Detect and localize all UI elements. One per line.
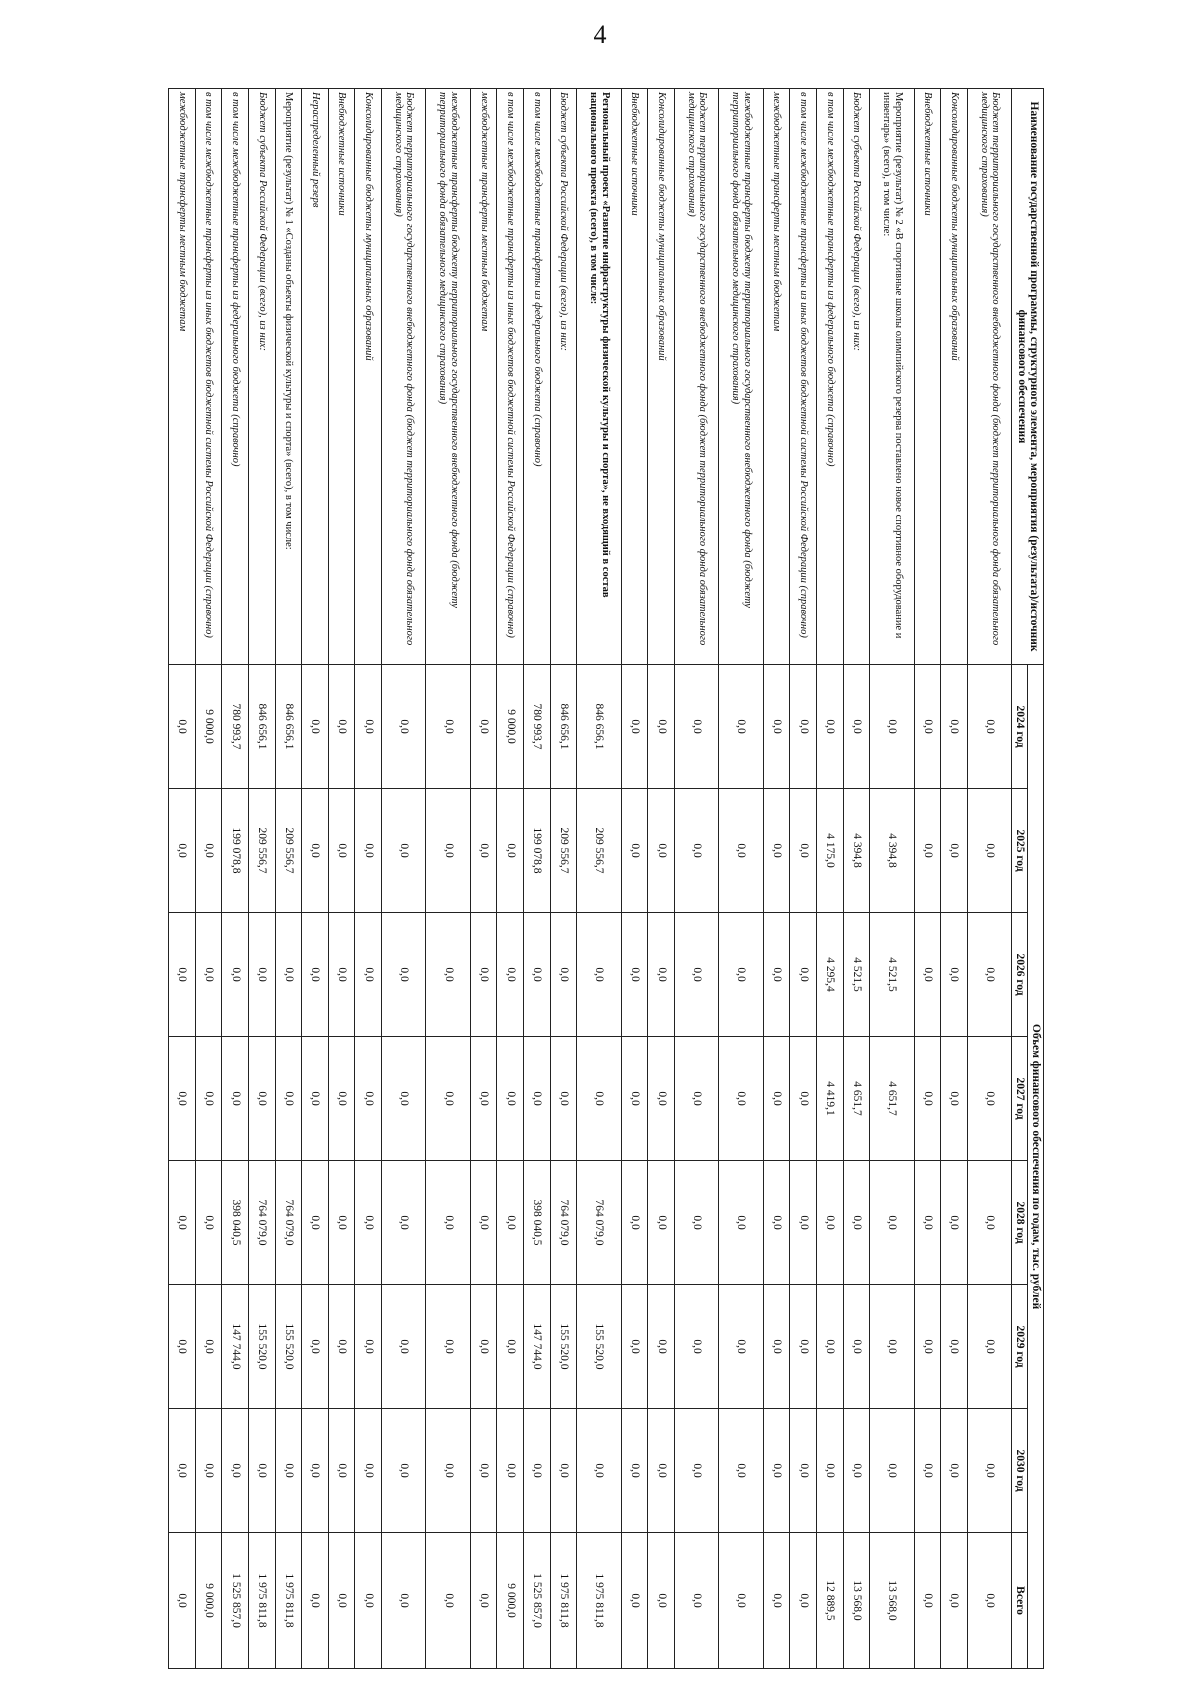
row-value-cell: 0,0 <box>470 1161 497 1285</box>
row-value-cell: 764 079,0 <box>275 1161 302 1285</box>
row-value-cell: 0,0 <box>497 1409 524 1533</box>
row-total-cell: 1 975 811,8 <box>248 1533 275 1669</box>
row-value-cell: 0,0 <box>169 913 196 1037</box>
row-label: Бюджет территориального государственного внебюджетного фонда (бюджет территориального фонда обязательного медицинского страхования) <box>674 89 718 665</box>
row-value-cell: 0,0 <box>763 1161 790 1285</box>
table-row <box>302 89 329 1669</box>
row-label: Бюджет территориального государственного внебюджетного фонда (бюджет территориального фонда обязательного медицинского страхования) <box>381 89 425 665</box>
row-value-cell: 0,0 <box>169 665 196 789</box>
row-value-cell: 0,0 <box>169 1285 196 1409</box>
row-value-cell: 0,0 <box>816 1285 843 1409</box>
row-value-cell: 0,0 <box>381 789 425 913</box>
row-value-cell: 0,0 <box>719 1409 763 1533</box>
row-value-cell: 0,0 <box>621 665 648 789</box>
row-label: Консолидированные бюджеты муниципальных образований <box>355 89 382 665</box>
row-value-cell: 0,0 <box>328 913 355 1037</box>
row-value-cell: 780 993,7 <box>222 665 249 789</box>
row-total-cell: 1 525 857,0 <box>222 1533 249 1669</box>
row-value-cell: 0,0 <box>222 913 249 1037</box>
row-label: Бюджет субъекта Российской Федерации (всего), из них: <box>248 89 275 665</box>
header-year: 2024 год <box>1012 665 1028 789</box>
table-row <box>470 89 497 1669</box>
row-value-cell: 0,0 <box>790 665 817 789</box>
row-value-cell: 4 175,0 <box>816 789 843 913</box>
row-value-cell: 0,0 <box>169 789 196 913</box>
header-year: 2027 год <box>1012 1037 1028 1161</box>
table-body <box>169 89 1012 1669</box>
row-value-cell: 398 040,5 <box>222 1161 249 1285</box>
row-value-cell: 0,0 <box>248 913 275 1037</box>
table-row <box>381 89 425 1669</box>
row-value-cell: 0,0 <box>470 789 497 913</box>
row-value-cell: 0,0 <box>674 913 718 1037</box>
row-total-cell: 0,0 <box>763 1533 790 1669</box>
row-value-cell: 0,0 <box>941 1161 968 1285</box>
row-value-cell: 0,0 <box>355 1161 382 1285</box>
row-value-cell: 0,0 <box>941 1285 968 1409</box>
row-value-cell: 0,0 <box>870 1285 914 1409</box>
row-value-cell: 0,0 <box>328 1285 355 1409</box>
row-value-cell: 0,0 <box>967 1409 1011 1533</box>
row-total-cell: 0,0 <box>648 1533 675 1669</box>
row-value-cell: 4 651,7 <box>843 1037 870 1161</box>
table-row <box>275 89 302 1669</box>
rotated-table-wrapper <box>168 88 1044 1668</box>
row-total-cell: 1 975 811,8 <box>550 1533 577 1669</box>
row-value-cell: 0,0 <box>914 665 941 789</box>
row-value-cell: 155 520,0 <box>248 1285 275 1409</box>
table-row <box>967 89 1011 1669</box>
row-value-cell: 0,0 <box>674 1409 718 1533</box>
row-label: Мероприятие (результат) № 1 «Созданы объекты физической культуры и спорта» (всего), в том числе: <box>275 89 302 665</box>
table-row <box>941 89 968 1669</box>
row-value-cell: 0,0 <box>328 1037 355 1161</box>
row-value-cell: 0,0 <box>355 913 382 1037</box>
table-row <box>870 89 914 1669</box>
header-name-column: Наименование государственной программы, структурного элемента, мероприятия (результата)/источник финансового обеспечения <box>1012 89 1044 665</box>
row-value-cell: 4 651,7 <box>870 1037 914 1161</box>
row-value-cell: 209 556,7 <box>550 789 577 913</box>
row-value-cell: 0,0 <box>719 1161 763 1285</box>
row-value-cell: 0,0 <box>941 665 968 789</box>
row-value-cell: 0,0 <box>914 1161 941 1285</box>
row-value-cell: 0,0 <box>621 1037 648 1161</box>
row-value-cell: 0,0 <box>648 789 675 913</box>
row-total-cell: 0,0 <box>328 1533 355 1669</box>
row-value-cell: 0,0 <box>524 1409 551 1533</box>
row-value-cell: 155 520,0 <box>577 1285 621 1409</box>
row-value-cell: 0,0 <box>763 913 790 1037</box>
row-value-cell: 0,0 <box>941 789 968 913</box>
row-value-cell: 0,0 <box>222 1037 249 1161</box>
table-row <box>843 89 870 1669</box>
row-value-cell: 0,0 <box>621 913 648 1037</box>
header-year: 2030 год <box>1012 1409 1028 1533</box>
row-value-cell: 846 656,1 <box>248 665 275 789</box>
row-value-cell: 0,0 <box>328 1161 355 1285</box>
row-value-cell: 0,0 <box>497 1037 524 1161</box>
table-row <box>550 89 577 1669</box>
row-total-cell: 0,0 <box>169 1533 196 1669</box>
row-value-cell: 0,0 <box>470 1037 497 1161</box>
row-total-cell: 12 889,5 <box>816 1533 843 1669</box>
row-value-cell: 0,0 <box>470 1285 497 1409</box>
row-total-cell: 0,0 <box>790 1533 817 1669</box>
row-value-cell: 0,0 <box>914 1037 941 1161</box>
row-value-cell: 0,0 <box>550 1409 577 1533</box>
row-value-cell: 0,0 <box>763 789 790 913</box>
header-year: 2029 год <box>1012 1285 1028 1409</box>
row-value-cell: 0,0 <box>470 1409 497 1533</box>
row-value-cell: 0,0 <box>816 1409 843 1533</box>
row-label: Бюджет субъекта Российской Федерации (всего), из них: <box>843 89 870 665</box>
row-value-cell: 9 000,0 <box>497 665 524 789</box>
row-value-cell: 0,0 <box>302 913 329 1037</box>
row-value-cell: 0,0 <box>674 665 718 789</box>
row-value-cell: 0,0 <box>719 1285 763 1409</box>
row-value-cell: 0,0 <box>621 789 648 913</box>
row-value-cell: 0,0 <box>621 1285 648 1409</box>
row-value-cell: 4 394,8 <box>843 789 870 913</box>
row-value-cell: 9 000,0 <box>195 665 222 789</box>
row-value-cell: 0,0 <box>719 789 763 913</box>
row-total-cell: 13 568,0 <box>843 1533 870 1669</box>
row-value-cell: 0,0 <box>967 1161 1011 1285</box>
row-value-cell: 0,0 <box>497 789 524 913</box>
table-row <box>816 89 843 1669</box>
row-value-cell: 0,0 <box>790 1037 817 1161</box>
row-label: в том числе межбюджетные трансферты из федерального бюджета (справочно) <box>816 89 843 665</box>
row-value-cell: 0,0 <box>674 1285 718 1409</box>
row-label: в том числе межбюджетные трансферты из федерального бюджета (справочно) <box>222 89 249 665</box>
row-label: межбюджетные трансферты местным бюджетам <box>763 89 790 665</box>
row-total-cell: 0,0 <box>719 1533 763 1669</box>
table-row <box>222 89 249 1669</box>
row-value-cell: 0,0 <box>719 665 763 789</box>
row-value-cell: 0,0 <box>941 913 968 1037</box>
table-row <box>914 89 941 1669</box>
row-total-cell: 0,0 <box>470 1533 497 1669</box>
row-value-cell: 4 521,5 <box>843 913 870 1037</box>
row-value-cell: 199 078,8 <box>524 789 551 913</box>
row-value-cell: 0,0 <box>302 789 329 913</box>
row-value-cell: 780 993,7 <box>524 665 551 789</box>
row-label: Бюджет территориального государственного внебюджетного фонда (бюджет территориального фонда обязательного медицинского страхования) <box>967 89 1011 665</box>
row-value-cell: 846 656,1 <box>550 665 577 789</box>
row-label: в том числе межбюджетные трансферты из иных бюджетов бюджетной системы Российской Федерации (справочно) <box>497 89 524 665</box>
table-row <box>426 89 470 1669</box>
row-value-cell: 0,0 <box>674 1161 718 1285</box>
row-value-cell: 0,0 <box>674 789 718 913</box>
row-label: в том числе межбюджетные трансферты из иных бюджетов бюджетной системы Российской Федерации (справочно) <box>195 89 222 665</box>
row-value-cell: 0,0 <box>355 1285 382 1409</box>
row-value-cell: 0,0 <box>302 665 329 789</box>
row-value-cell: 0,0 <box>381 1037 425 1161</box>
row-value-cell: 4 394,8 <box>870 789 914 913</box>
table-row <box>648 89 675 1669</box>
row-value-cell: 0,0 <box>648 1285 675 1409</box>
row-value-cell: 398 040,5 <box>524 1161 551 1285</box>
row-value-cell: 0,0 <box>550 913 577 1037</box>
table-row <box>328 89 355 1669</box>
row-value-cell: 0,0 <box>941 1037 968 1161</box>
row-value-cell: 199 078,8 <box>222 789 249 913</box>
row-value-cell: 0,0 <box>248 1037 275 1161</box>
row-value-cell: 0,0 <box>222 1409 249 1533</box>
row-value-cell: 0,0 <box>381 913 425 1037</box>
row-label: Внебюджетные источники <box>328 89 355 665</box>
row-total-cell: 0,0 <box>381 1533 425 1669</box>
row-value-cell: 0,0 <box>763 1285 790 1409</box>
row-value-cell: 764 079,0 <box>550 1161 577 1285</box>
row-value-cell: 0,0 <box>426 1161 470 1285</box>
row-value-cell: 0,0 <box>355 665 382 789</box>
row-label: в том числе межбюджетные трансферты из иных бюджетов бюджетной системы Российской Федерации (справочно) <box>790 89 817 665</box>
row-value-cell: 764 079,0 <box>577 1161 621 1285</box>
row-value-cell: 0,0 <box>381 665 425 789</box>
row-total-cell: 0,0 <box>355 1533 382 1669</box>
header-total: Всего <box>1012 1533 1028 1669</box>
table-row <box>621 89 648 1669</box>
row-value-cell: 147 744,0 <box>222 1285 249 1409</box>
row-value-cell: 0,0 <box>275 1409 302 1533</box>
row-value-cell: 0,0 <box>914 913 941 1037</box>
row-value-cell: 0,0 <box>381 1285 425 1409</box>
row-value-cell: 0,0 <box>577 1037 621 1161</box>
row-label: межбюджетные трансферты бюджету территориального государственного внебюджетного фонда (бюджету территориального фонда обязательного медицинского страхования) <box>426 89 470 665</box>
row-value-cell: 209 556,7 <box>275 789 302 913</box>
row-value-cell: 0,0 <box>648 1161 675 1285</box>
row-value-cell: 4 521,5 <box>870 913 914 1037</box>
row-value-cell: 0,0 <box>843 1161 870 1285</box>
row-value-cell: 0,0 <box>790 1161 817 1285</box>
row-value-cell: 0,0 <box>790 913 817 1037</box>
row-value-cell: 0,0 <box>169 1409 196 1533</box>
row-value-cell: 0,0 <box>195 1037 222 1161</box>
row-label: в том числе межбюджетные трансферты из федерального бюджета (справочно) <box>524 89 551 665</box>
table-row <box>195 89 222 1669</box>
table-row <box>248 89 275 1669</box>
row-value-cell: 0,0 <box>381 1161 425 1285</box>
row-value-cell: 0,0 <box>621 1161 648 1285</box>
row-value-cell: 155 520,0 <box>275 1285 302 1409</box>
row-value-cell: 4 419,1 <box>816 1037 843 1161</box>
row-value-cell: 4 295,4 <box>816 913 843 1037</box>
row-value-cell: 0,0 <box>381 1409 425 1533</box>
row-total-cell: 9 000,0 <box>497 1533 524 1669</box>
row-value-cell: 0,0 <box>426 1285 470 1409</box>
row-value-cell: 0,0 <box>621 1409 648 1533</box>
row-value-cell: 0,0 <box>941 1409 968 1533</box>
row-total-cell: 0,0 <box>674 1533 718 1669</box>
row-value-cell: 0,0 <box>914 1285 941 1409</box>
row-total-cell: 1 525 857,0 <box>524 1533 551 1669</box>
header-year: 2025 год <box>1012 789 1028 913</box>
row-value-cell: 0,0 <box>719 913 763 1037</box>
row-value-cell: 0,0 <box>648 913 675 1037</box>
row-value-cell: 0,0 <box>302 1285 329 1409</box>
row-value-cell: 0,0 <box>355 1037 382 1161</box>
table-row <box>169 89 196 1669</box>
row-value-cell: 0,0 <box>426 789 470 913</box>
table-row <box>577 89 621 1669</box>
row-value-cell: 0,0 <box>426 1409 470 1533</box>
row-value-cell: 0,0 <box>328 789 355 913</box>
row-value-cell: 0,0 <box>870 1409 914 1533</box>
row-value-cell: 0,0 <box>790 1285 817 1409</box>
row-value-cell: 0,0 <box>470 913 497 1037</box>
row-value-cell: 0,0 <box>763 1037 790 1161</box>
row-value-cell: 0,0 <box>577 1409 621 1533</box>
row-value-cell: 0,0 <box>967 789 1011 913</box>
table-row <box>497 89 524 1669</box>
row-value-cell: 0,0 <box>914 1409 941 1533</box>
row-value-cell: 0,0 <box>426 913 470 1037</box>
row-value-cell: 0,0 <box>524 913 551 1037</box>
row-total-cell: 1 975 811,8 <box>577 1533 621 1669</box>
row-value-cell: 846 656,1 <box>577 665 621 789</box>
row-value-cell: 0,0 <box>843 1285 870 1409</box>
table-row <box>355 89 382 1669</box>
row-label: межбюджетные трансферты местным бюджетам <box>169 89 196 665</box>
row-value-cell: 0,0 <box>816 665 843 789</box>
table-row <box>674 89 718 1669</box>
row-label: Консолидированные бюджеты муниципальных образований <box>648 89 675 665</box>
row-value-cell: 0,0 <box>195 1161 222 1285</box>
row-value-cell: 0,0 <box>648 1409 675 1533</box>
row-value-cell: 155 520,0 <box>550 1285 577 1409</box>
row-label: межбюджетные трансферты местным бюджетам <box>470 89 497 665</box>
row-value-cell: 0,0 <box>275 1037 302 1161</box>
row-label: Консолидированные бюджеты муниципальных образований <box>941 89 968 665</box>
page-number: 4 <box>593 20 607 49</box>
row-value-cell: 764 079,0 <box>248 1161 275 1285</box>
row-value-cell: 0,0 <box>426 1037 470 1161</box>
row-value-cell: 0,0 <box>169 1161 196 1285</box>
row-value-cell: 0,0 <box>719 1037 763 1161</box>
row-value-cell: 0,0 <box>577 913 621 1037</box>
header-year: 2028 год <box>1012 1161 1028 1285</box>
row-value-cell: 147 744,0 <box>524 1285 551 1409</box>
row-label: межбюджетные трансферты бюджету территориального государственного внебюджетного фонда (бюджету территориального фонда обязательного медицинского страхования) <box>719 89 763 665</box>
row-value-cell: 0,0 <box>967 1037 1011 1161</box>
row-label: Бюджет субъекта Российской Федерации (всего), из них: <box>550 89 577 665</box>
row-total-cell: 0,0 <box>967 1533 1011 1669</box>
table-row <box>524 89 551 1669</box>
row-total-cell: 9 000,0 <box>195 1533 222 1669</box>
row-value-cell: 0,0 <box>967 665 1011 789</box>
row-value-cell: 0,0 <box>790 1409 817 1533</box>
row-label: Мероприятие (результат) № 2 «В спортивные школы олимпийского резерва поставлено новое спортивное оборудование и инвентарь» (всего), в том числе: <box>870 89 914 665</box>
row-total-cell: 13 568,0 <box>870 1533 914 1669</box>
row-value-cell: 0,0 <box>328 665 355 789</box>
row-value-cell: 0,0 <box>195 913 222 1037</box>
row-value-cell: 846 656,1 <box>275 665 302 789</box>
row-value-cell: 0,0 <box>816 1161 843 1285</box>
row-value-cell: 0,0 <box>426 665 470 789</box>
row-value-cell: 0,0 <box>550 1037 577 1161</box>
row-value-cell: 0,0 <box>763 665 790 789</box>
row-label: Региональный проект «Развитие инфраструктуры физической культуры и спорта», не входящий в состав национального проекта (всего), в том числе: <box>577 89 621 665</box>
row-value-cell: 0,0 <box>967 913 1011 1037</box>
row-value-cell: 0,0 <box>248 1409 275 1533</box>
row-value-cell: 0,0 <box>648 665 675 789</box>
row-value-cell: 209 556,7 <box>248 789 275 913</box>
row-total-cell: 0,0 <box>941 1533 968 1669</box>
row-total-cell: 0,0 <box>302 1533 329 1669</box>
row-value-cell: 0,0 <box>674 1037 718 1161</box>
row-value-cell: 0,0 <box>648 1037 675 1161</box>
row-value-cell: 0,0 <box>790 789 817 913</box>
header-year: 2026 год <box>1012 913 1028 1037</box>
row-value-cell: 0,0 <box>355 1409 382 1533</box>
row-value-cell: 0,0 <box>870 1161 914 1285</box>
row-label: Нераспределенный резерв <box>302 89 329 665</box>
row-total-cell: 0,0 <box>426 1533 470 1669</box>
row-value-cell: 0,0 <box>302 1409 329 1533</box>
row-value-cell: 0,0 <box>914 789 941 913</box>
row-value-cell: 0,0 <box>195 789 222 913</box>
row-total-cell: 0,0 <box>621 1533 648 1669</box>
row-value-cell: 0,0 <box>302 1037 329 1161</box>
row-value-cell: 0,0 <box>195 1285 222 1409</box>
row-value-cell: 0,0 <box>497 1161 524 1285</box>
row-total-cell: 0,0 <box>914 1533 941 1669</box>
row-value-cell: 209 556,7 <box>577 789 621 913</box>
row-value-cell: 0,0 <box>763 1409 790 1533</box>
table-row <box>719 89 763 1669</box>
row-value-cell: 0,0 <box>843 1409 870 1533</box>
row-value-cell: 0,0 <box>497 1285 524 1409</box>
row-value-cell: 0,0 <box>195 1409 222 1533</box>
financing-table <box>168 88 1044 1669</box>
table-row <box>763 89 790 1669</box>
row-value-cell: 0,0 <box>302 1161 329 1285</box>
row-label: Внебюджетные источники <box>914 89 941 665</box>
row-value-cell: 0,0 <box>843 665 870 789</box>
row-label: Внебюджетные источники <box>621 89 648 665</box>
row-value-cell: 0,0 <box>355 789 382 913</box>
row-total-cell: 1 975 811,8 <box>275 1533 302 1669</box>
table-row <box>790 89 817 1669</box>
row-value-cell: 0,0 <box>497 913 524 1037</box>
row-value-cell: 0,0 <box>870 665 914 789</box>
row-value-cell: 0,0 <box>328 1409 355 1533</box>
row-value-cell: 0,0 <box>275 913 302 1037</box>
row-value-cell: 0,0 <box>470 665 497 789</box>
row-value-cell: 0,0 <box>169 1037 196 1161</box>
row-value-cell: 0,0 <box>524 1037 551 1161</box>
header-group: Объем финансового обеспечения по годам, тыс. рублей <box>1028 665 1044 1669</box>
row-value-cell: 0,0 <box>967 1285 1011 1409</box>
